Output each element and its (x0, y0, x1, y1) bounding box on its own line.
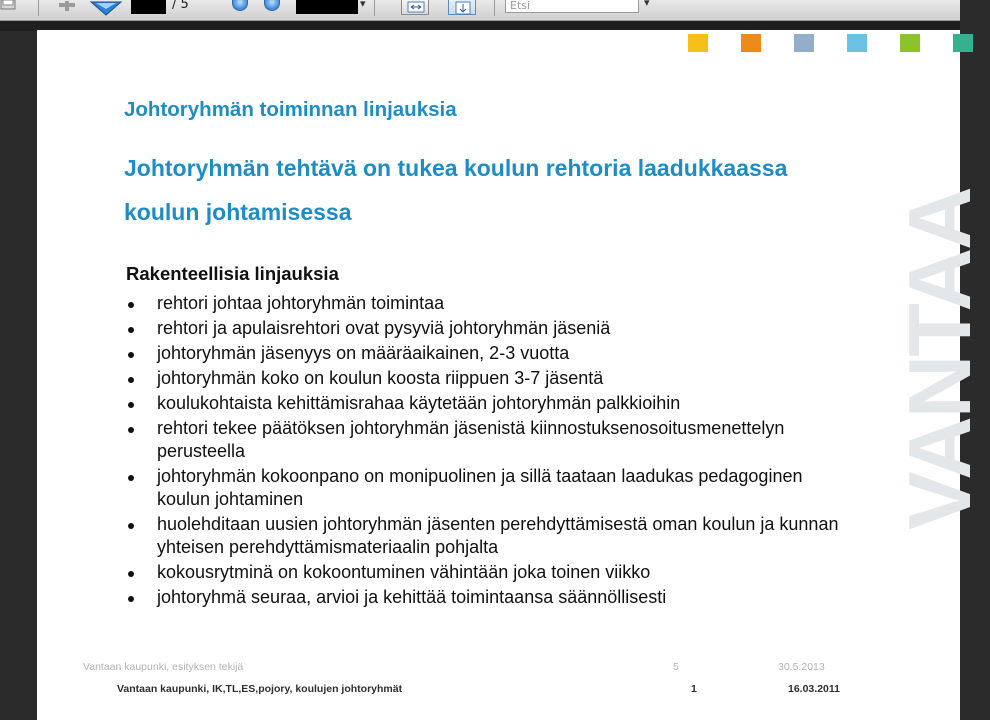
footer-date-secondary: 16.03.2011 (788, 683, 840, 695)
fit-page-button[interactable] (448, 0, 476, 15)
brand-square (900, 34, 920, 52)
brand-square (688, 34, 708, 52)
footer-organization: Vantaan kaupunki, esityksen tekijä (83, 661, 244, 673)
fit-width-button[interactable] (401, 0, 429, 15)
bullet-list (126, 290, 846, 609)
search-dropdown-arrow-icon[interactable]: ▾ (644, 0, 650, 9)
zoom-dropdown-arrow-icon[interactable]: ▾ (360, 0, 366, 10)
footer-page-number-secondary: 1 (691, 683, 697, 695)
brand-square (847, 34, 867, 52)
page-number-input[interactable] (131, 0, 166, 14)
list-item: johtoryhmän koko on koulun koosta riippuen 3-7 jäsentä (126, 367, 846, 390)
search-input[interactable]: Etsi (505, 0, 639, 13)
list-item: rehtori johtaa johtoryhmän toimintaa (126, 292, 846, 315)
list-item: johtoryhmän kokoonpano on monipuolinen ja sillä taataan laadukas pedagoginen koulun johtaminen (126, 465, 846, 511)
brand-square (741, 34, 761, 52)
section-title: Rakenteellisia linjauksia (126, 263, 339, 284)
slide-subtitle: Johtoryhmän tehtävä on tukea koulun rehtoria laadukkaassa koulun johtamisessa (124, 155, 788, 225)
list-item: johtoryhmän jäsenyys on määräaikainen, 2-3 vuotta (126, 342, 846, 365)
print-icon[interactable] (0, 0, 18, 20)
footer-date: 30.5.2013 (778, 661, 825, 673)
list-item: rehtori tekee päätöksen johtoryhmän jäsenistä kiinnostuksenosoitusmenettelyn perusteella (126, 417, 846, 463)
list-item: kokousrytminä on kokoontuminen vähintään joka toinen viikko (126, 561, 846, 584)
list-item: johtoryhmä seuraa, arvioi ja kehittää toimintaansa säännöllisesti (126, 586, 846, 609)
vantaa-logo-watermark (870, 30, 990, 590)
fit-page-icon (454, 1, 472, 15)
slide-title: Johtoryhmän toiminnan linjauksia (124, 98, 457, 121)
page-total-label: / 5 (172, 0, 189, 12)
svg-text:VANTAA: VANTAA (890, 188, 989, 530)
pdf-page (37, 30, 989, 720)
footer-organization-secondary: Vantaan kaupunki, IK,TL,ES,pojory, koulujen johtoryhmät (117, 683, 403, 695)
zoom-out-button[interactable] (232, 0, 248, 11)
list-item: rehtori ja apulaisrehtori ovat pysyviä johtoryhmän jäseniä (126, 317, 846, 340)
fit-width-icon (407, 1, 425, 13)
list-item: koulukohtaista kehittämisrahaa käytetään johtoryhmän palkkioihin (126, 392, 846, 415)
zoom-in-button[interactable] (264, 0, 280, 11)
list-item: huolehditaan uusien johtoryhmän jäsenten perehdyttämisestä oman koulun ja kunnan yhteisen perehdyttämismateriaalin pohjalta (126, 513, 846, 559)
next-page-arrow-icon[interactable] (91, 0, 121, 20)
zoom-level-input[interactable] (296, 0, 358, 14)
brand-square (794, 34, 814, 52)
pdf-toolbar (0, 0, 960, 21)
zoom-in-icon[interactable] (57, 0, 77, 19)
footer-page-number: 5 (673, 661, 679, 673)
brand-square (953, 34, 973, 52)
